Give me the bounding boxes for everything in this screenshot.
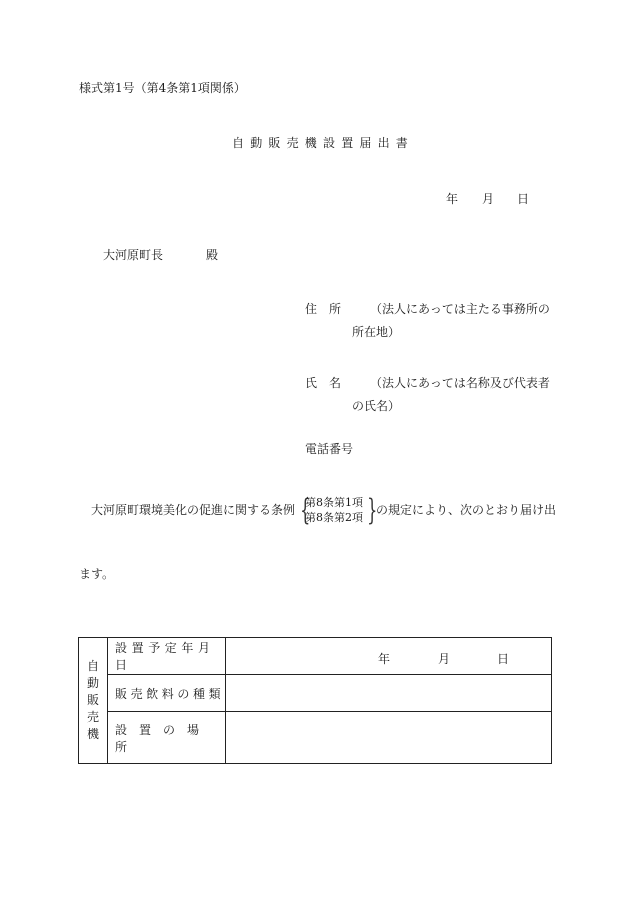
installation-date-label: 設置予定年月日 [108, 638, 226, 675]
honorific: 殿 [206, 248, 219, 262]
side-char: 動 [86, 676, 99, 690]
phone-label: 電話番号 [305, 442, 354, 456]
date-year-label: 年 [446, 192, 459, 206]
table-row [79, 638, 552, 675]
side-char: 自 [86, 659, 99, 673]
side-char: 販 [86, 693, 99, 707]
table-row [79, 712, 552, 764]
installation-date-field[interactable] [226, 638, 552, 675]
vending-machine-table [78, 637, 552, 764]
installation-place-field[interactable] [226, 712, 552, 764]
article-option-2: 第8条第2項 [305, 511, 363, 524]
statement-lead: 大河原町環境美化の促進に関する条例 [91, 503, 296, 517]
statement-tail: の規定により、次のとおり届け出 [376, 503, 557, 517]
vending-machine-side-header [79, 638, 108, 764]
side-char: 売 [86, 710, 99, 724]
table-date-year: 年 [378, 652, 391, 666]
right-brace: } [367, 493, 378, 527]
name-note-line2: の氏名） [352, 399, 401, 413]
table-row [79, 675, 552, 712]
address-note-line1: （法人にあっては主たる事務所の [370, 302, 550, 316]
document-title: 自動販売機設置届出書 [232, 136, 415, 150]
article-option-1: 第8条第1項 [305, 496, 363, 509]
table-date-month: 月 [438, 652, 451, 666]
address-note-line2: 所在地） [352, 325, 401, 339]
addressee: 大河原町長 [103, 248, 164, 262]
beverage-type-label: 販売飲料の種類 [108, 675, 226, 712]
name-note-line1: （法人にあっては名称及び代表者 [370, 376, 550, 390]
address-label: 住 所 [305, 302, 342, 316]
left-brace: { [300, 493, 311, 527]
date-month-label: 月 [482, 192, 495, 206]
form-number: 様式第1号（第4条第1項関係） [79, 81, 246, 95]
side-char: 機 [86, 727, 99, 741]
name-label: 氏 名 [305, 376, 342, 390]
table-date-day: 日 [497, 652, 510, 666]
date-day-label: 日 [517, 192, 530, 206]
installation-place-label: 設置の場所 [108, 712, 226, 764]
beverage-type-field[interactable] [226, 675, 552, 712]
statement-end: ます。 [79, 567, 115, 581]
